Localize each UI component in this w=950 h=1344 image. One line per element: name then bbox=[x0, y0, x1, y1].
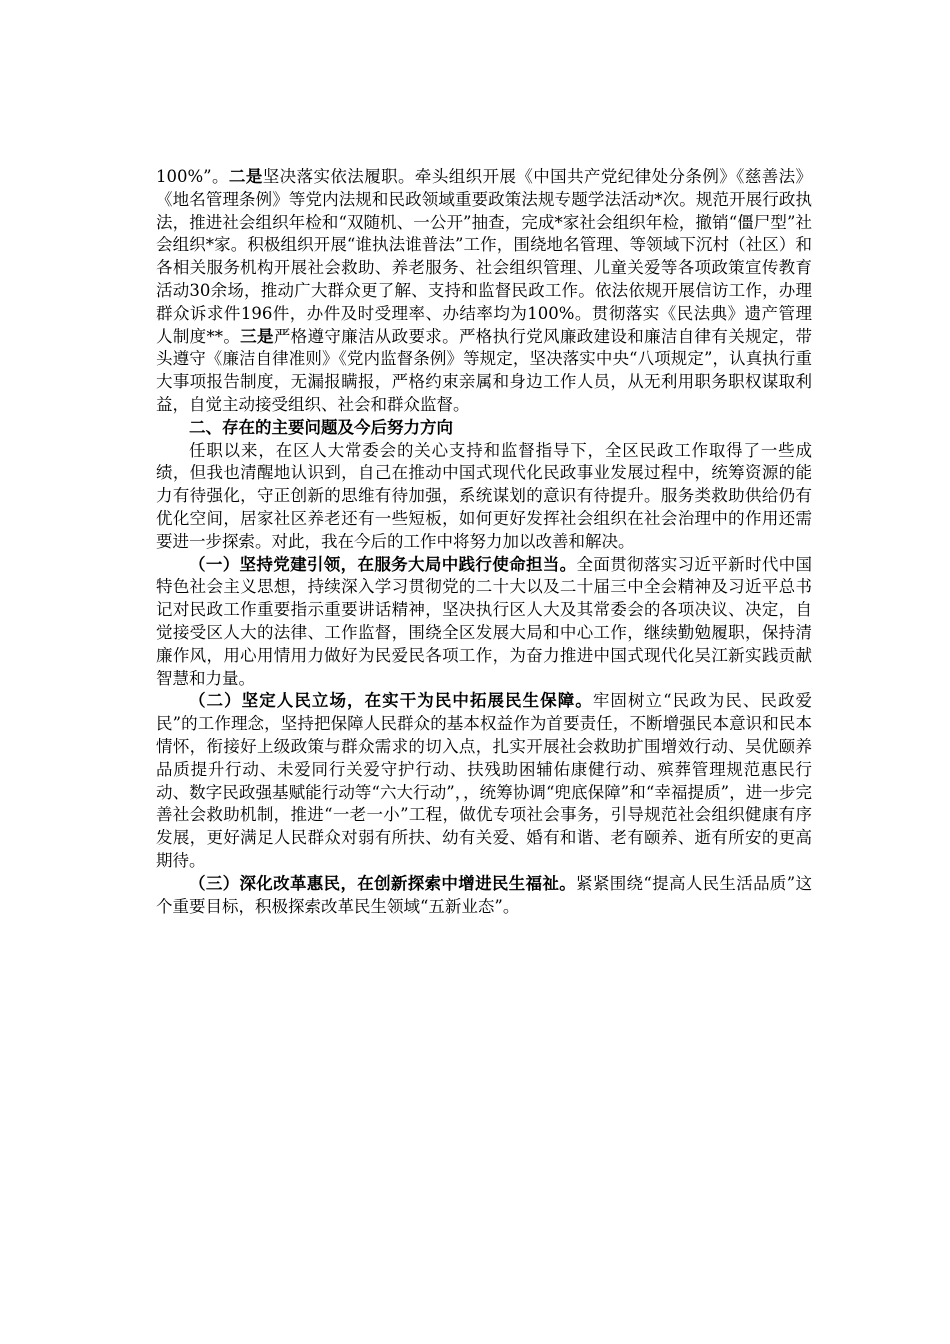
subheading-two: （二）坚定人民立场，在实干为民中拓展民生保障。 bbox=[189, 691, 593, 711]
document-page bbox=[156, 166, 812, 918]
text-segment: 任职以来，在区人大常委会的关心支持和监督指导下，全区民政工作取得了一些成绩，但我也清醒地认识到，自己在推动中国式现代化民政事业发展过程中，统筹资源的能力有待强化，守正创新的思维有待加强，系统谋划的意识有待提升。服务类救助供给仍有优化空间，居家社区养老还有一些短板，如何更好发挥社会组织在社会治理中的作用还需要进一步探索。对此，我在今后的工作中将努力加以改善和解决。 bbox=[156, 440, 812, 551]
subheading-three: （三）深化改革惠民，在创新探索中增进民生福祉。 bbox=[189, 873, 577, 893]
text-segment: 牢固树立“民政为民、民政爱民”的工作理念，坚持把保障人民群众的基本权益作为首要责任，不断增强民本意识和民本情怀，衔接好上级政策与群众需求的切入点，扎实开展社会救助扩围增效行动、吴优颐养品质提升行动、未爱同行关爱守护行动、扶残助困辅佑康健行动、殡葬管理规范惠民行动、数字民政强基赋能行动等“六大行动”，，统筹协调“兜底保障”和“幸福提质”，进一步完善社会救助机制，推进“一老一小”工程，做优专项社会事务，引导规范社会组织健康有序发展，更好满足人民群众对弱有所扶、幼有关爱、婚有和谐、老有颐养、逝有所安的更高期待。 bbox=[156, 691, 813, 870]
text-segment: 坚决落实依法履职。牵头组织开展《中国共产党纪律处分条例》《慈善法》《地名管理条例》等党内法规和民政领域重要政策法规专题学法活动*次。规范开展行政执法，推进社会组织年检和“双随机、一公开”抽查，完成*家社会组织年检，撤销“僵尸型”社会组织*家。积极组织开展“谁执法谁普法”工作，围绕地名管理、等领域下沉村（社区）和各相关服务机构开展社会救助、养老服务、社会组织管理、儿童关爱等各项政策宣传教育活动30余场，推动广大群众更了解、支持和监督民政工作。依法依规开展信访工作，办理群众诉求件196件，办件及时受理率、办结率均为100%。贯彻落实《民法典》遗产管理人制度**。 bbox=[156, 167, 813, 346]
paragraph-legal-duties bbox=[156, 166, 812, 417]
bold-marker-third: 三是 bbox=[240, 326, 274, 346]
text-segment: 严格遵守廉洁从政要求。严格执行党风廉政建设和廉洁自律有关规定，带头遵守《廉洁自律准则》《党内监督条例》等规定，坚决落实中央“八项规定”，认真执行重大事项报告制度，无漏报瞒报，严格约束亲属和身边工作人员，从无利用职务职权谋取利益，自觉主动接受组织、社会和群众监督。 bbox=[156, 326, 813, 414]
paragraph-party-leadership bbox=[156, 554, 812, 691]
bold-marker-second: 二是 bbox=[228, 167, 263, 186]
subheading-one: （一）坚持党建引领，在服务大局中践行使命担当。 bbox=[189, 554, 577, 574]
text-segment: 100%”。 bbox=[156, 167, 229, 186]
text-segment: 紧紧围绕“提高人民生活品质”这个重要目标，积极探索改革民生领域“五新业态”。 bbox=[156, 873, 813, 916]
paragraph-people-stance bbox=[156, 690, 812, 872]
paragraph-reform bbox=[156, 873, 812, 919]
text-segment: 全面贯彻落实习近平新时代中国特色社会主义思想，持续深入学习贯彻党的二十大以及二十届三中全会精神及习近平总书记对民政工作重要指示重要讲话精神，坚决执行区人大及其常委会的各项决议、决定，自觉接受区人大的法律、工作监督，围绕全区发展大局和中心工作，继续勤勉履职，保持清廉作风，用心用情用力做好为民爱民各项工作，为奋力推进中国式现代化吴江新实践贡献智慧和力量。 bbox=[156, 554, 813, 688]
section-heading-problems bbox=[156, 417, 812, 440]
paragraph-self-assessment bbox=[156, 440, 812, 554]
heading-text: 二、存在的主要问题及今后努力方向 bbox=[189, 417, 453, 437]
